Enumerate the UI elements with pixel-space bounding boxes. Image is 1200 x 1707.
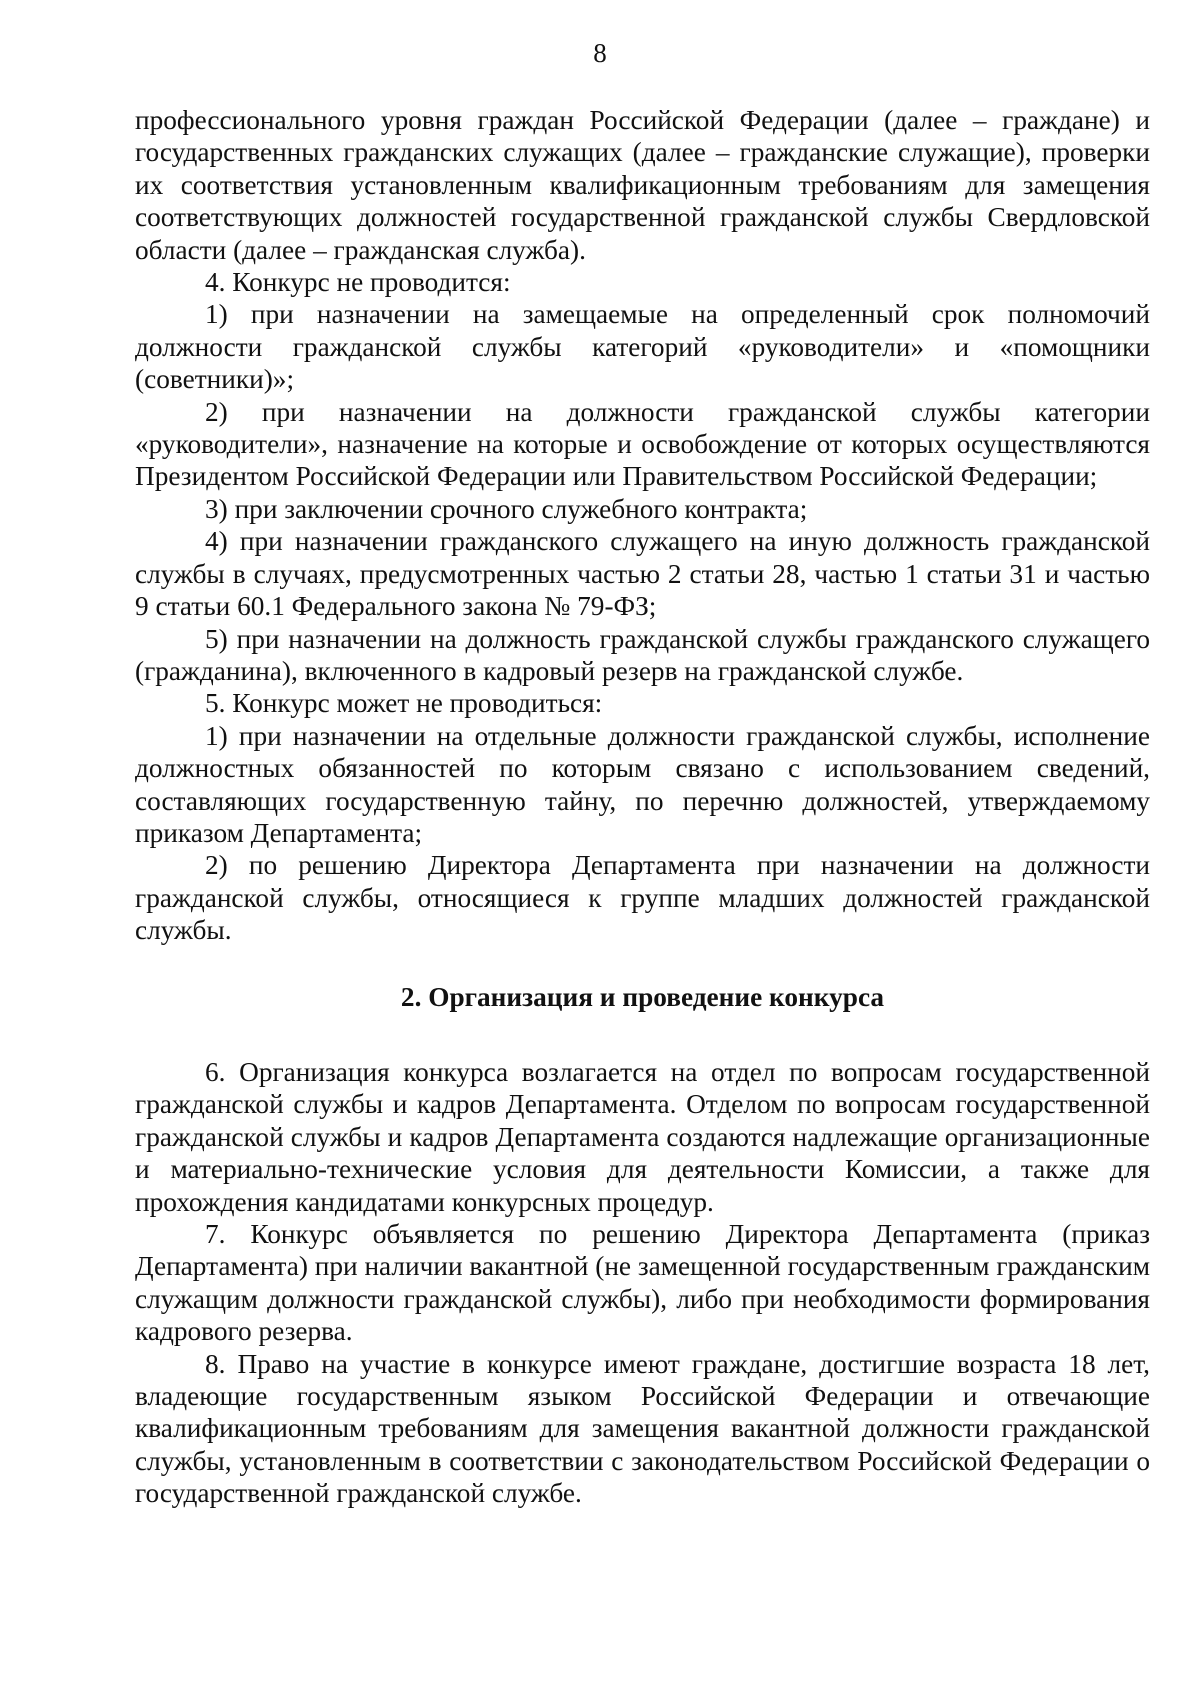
paragraph-item-4-1: 1) при назначении на замещаемые на определенный срок полномочий должности гражданской службы категорий «руководители» и «помощники (советники)»; (135, 299, 1150, 395)
paragraph-continuation: профессионального уровня граждан Российской Федерации (далее – граждане) и государственных гражданских служащих (далее – гражданские служащие), проверки их соответствия установленным квалификационным требованиям для замещения соответствующих должностей государственной гражданской службы Свердловской области (далее – гражданская служба). (135, 105, 1150, 265)
page-number: 8 (593, 38, 607, 68)
paragraph-item-4-4: 4) при назначении гражданского служащего на иную должность гражданской службы в случаях, предусмотренных частью 2 статьи 28, частью 1 статьи 31 и частью 9 статьи 60.1 Федерального закона № 79-ФЗ; (135, 526, 1150, 622)
paragraph-item-4: 4. Конкурс не проводится: (205, 267, 511, 298)
section-heading: 2. Организация и проведение конкурса (400, 981, 885, 1012)
paragraph-item-7: 7. Конкурс объявляется по решению Директора Департамента (приказ Департамента) при наличии вакантной (не замещенной государственным гражданским служащим должности гражданской службы), либо при необходимости формирования кадрового резерва. (135, 1219, 1151, 1347)
paragraph-item-4-5: 5) при назначении на должность гражданской службы гражданского служащего (гражданина), включенного в кадровый резерв на гражданской службе. (135, 623, 1150, 686)
paragraph-item-5-1: 1) при назначении на отдельные должности гражданской службы, исполнение должностных обязанностей по которым связано с использованием сведений, составляющих государственную тайну, по перечню должностей, утверждаемому приказом Департамента; (135, 720, 1150, 848)
paragraph-item-5-2: 2) по решению Директора Департамента при назначении на должности гражданской службы, относящиеся к группе младших должностей гражданской службы. (135, 850, 1150, 946)
paragraph-item-8: 8. Право на участие в конкурсе имеют граждане, достигшие возраста 18 лет, владеющие государственным языком Российской Федерации и отвечающие квалификационным требованиям для замещения вакантной должности гражданской службы, установленным в соответствии с законодательством Российской Федерации о государственной гражданской службе. (135, 1348, 1150, 1509)
paragraph-item-4-2: 2) при назначении на должности гражданской службы категории «руководители», назначение на которые и освобождение от которых осуществляются Президентом Российской Федерации или Правительством Российской Федерации; (135, 396, 1150, 492)
paragraph-item-4-3: 3) при заключении срочного служебного контракта; (205, 493, 808, 524)
document-body (135, 104, 1150, 1510)
paragraph-item-5: 5. Конкурс может не проводиться: (205, 688, 603, 719)
paragraph-item-6: 6. Организация конкурса возлагается на отдел по вопросам государственной гражданской службы и кадров Департамента. Отделом по вопросам государственной гражданской службы и кадров Департамента создаются надлежащие организационные и материально-технические условия для деятельности Комиссии, а также для прохождения кандидатами конкурсных процедур. (135, 1056, 1150, 1217)
